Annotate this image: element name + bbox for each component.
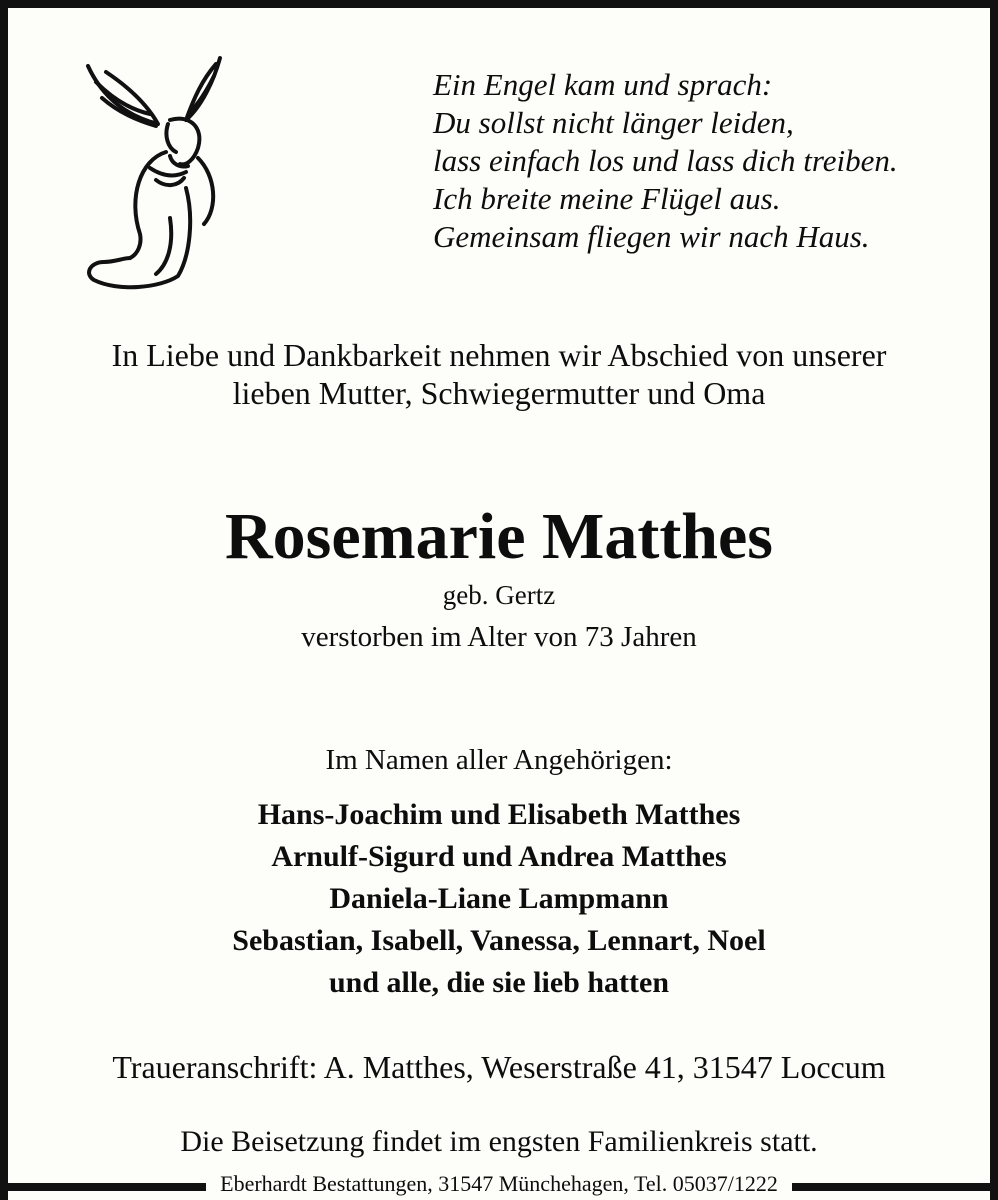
intro-line: lieben Mutter, Schwiegermutter und Oma bbox=[232, 375, 766, 411]
mourning-address: Traueranschrift: A. Matthes, Weserstraße 41, 31547 Loccum bbox=[112, 1049, 886, 1085]
poem-line: Gemeinsam fliegen wir nach Haus. bbox=[433, 219, 870, 254]
mourner-line: Arnulf-Sigurd und Andrea Matthes bbox=[271, 840, 727, 873]
undertaker-footer bbox=[0, 1170, 998, 1198]
deceased-name: Rosemarie Matthes bbox=[225, 500, 773, 573]
birth-name: geb. Gertz bbox=[442, 580, 556, 610]
funeral-note: Die Beisetzung findet im engsten Familienkreis statt. bbox=[180, 1125, 818, 1158]
farewell-intro bbox=[16, 336, 982, 412]
poem-line: Du sollst nicht länger leiden, bbox=[433, 105, 794, 140]
mourners-heading: Im Namen aller Angehörigen: bbox=[325, 744, 673, 776]
mourners-list bbox=[16, 794, 982, 1004]
mourner-line: Daniela-Liane Lampmann bbox=[329, 882, 669, 915]
poem-line: Ein Engel kam und sprach: bbox=[433, 67, 773, 102]
poem-line: lass einfach los und lass dich treiben. bbox=[433, 143, 898, 178]
mourner-line: Sebastian, Isabell, Vanessa, Lennart, Noel bbox=[232, 924, 766, 957]
mourner-line: und alle, die sie lieb hatten bbox=[328, 966, 670, 999]
mourner-line: Hans-Joachim und Elisabeth Matthes bbox=[257, 798, 741, 831]
age-line: verstorben im Alter von 73 Jahren bbox=[301, 621, 697, 653]
undertaker-text: Eberhardt Bestattungen, 31547 Münchehagen, Tel. 05037/1222 bbox=[206, 1171, 792, 1196]
poem bbox=[433, 66, 898, 256]
intro-line: In Liebe und Dankbarkeit nehmen wir Abschied von unserer bbox=[111, 337, 887, 373]
angel-icon bbox=[70, 48, 230, 298]
poem-line: Ich breite meine Flügel aus. bbox=[433, 181, 781, 216]
